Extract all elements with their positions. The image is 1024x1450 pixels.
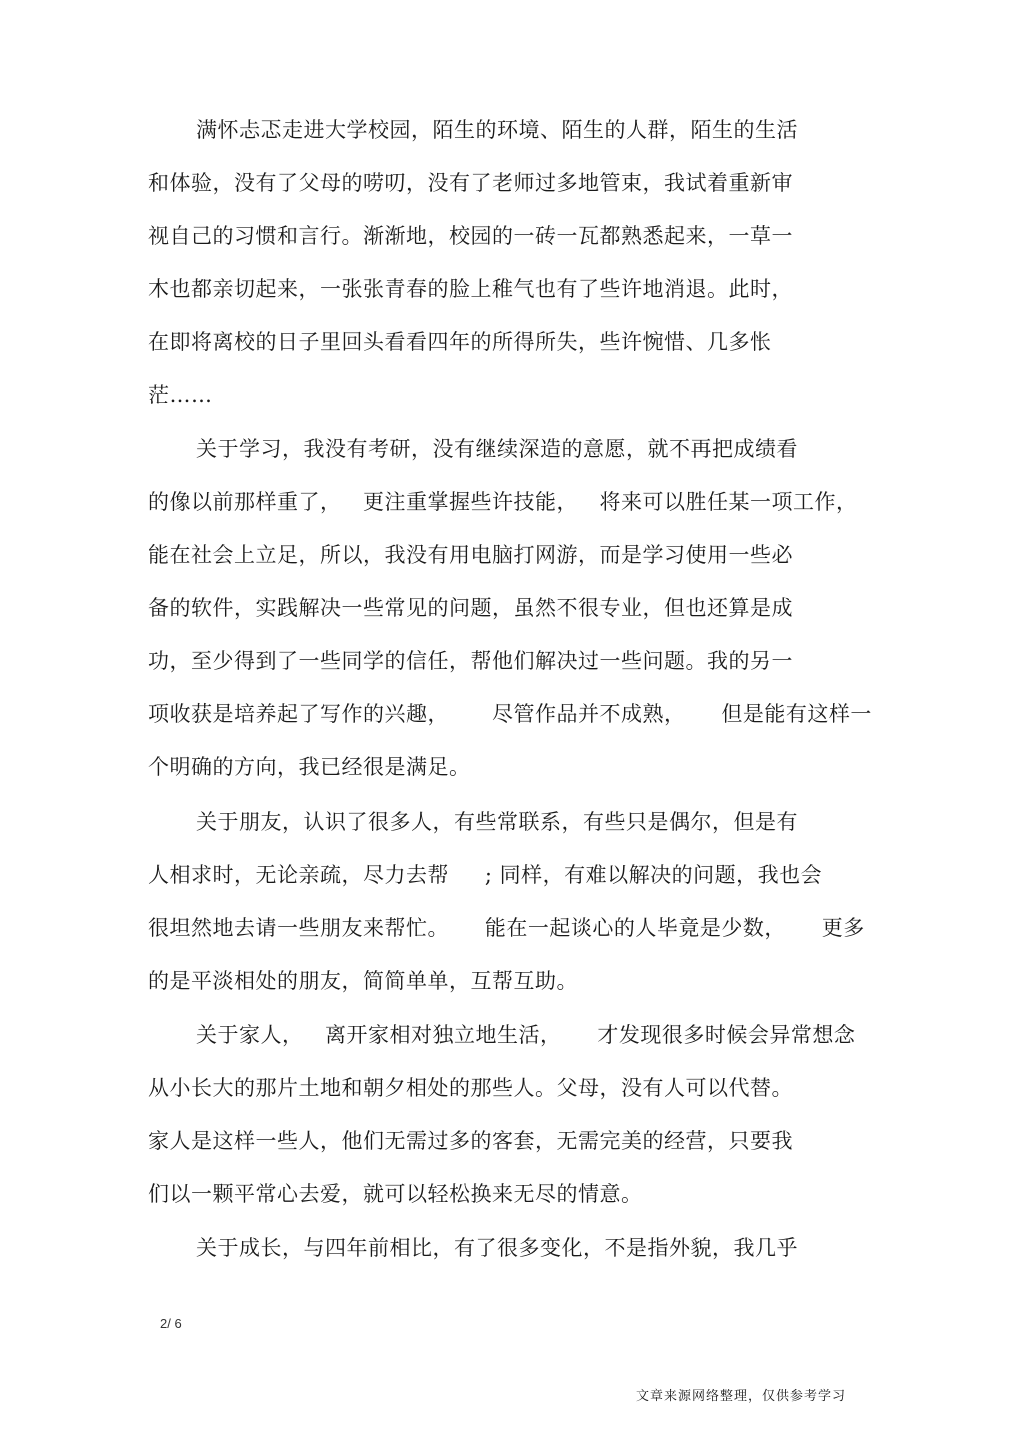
paragraph-2-line-5: 功，至少得到了一些同学的信任，帮他们解决过一些问题。我的另一	[148, 649, 793, 673]
paragraph-2-line-4: 备的软件，实践解决一些常见的问题，虽然不很专业，但也还算是成	[148, 596, 793, 620]
paragraph-3-line-2: 人相求时，无论亲疏，尽力去帮 ; 同样，有难以解决的问题，我也会	[148, 863, 823, 887]
paragraph-3-line-1: 关于朋友，认识了很多人，有些常联系，有些只是偶尔，但是有	[196, 810, 798, 834]
paragraph-4-line-4: 们以一颗平常心去爱，就可以轻松换来无尽的情意。	[148, 1182, 643, 1206]
paragraph-3-line-4: 的是平淡相处的朋友，简简单单，互帮互助。	[148, 969, 578, 993]
paragraph-4-line-2: 从小长大的那片土地和朝夕相处的那些人。父母，没有人可以代替。	[148, 1076, 793, 1100]
paragraph-1-line-2: 和体验，没有了父母的唠叨，没有了老师过多地管束，我试着重新审	[148, 171, 793, 195]
paragraph-2-line-1: 关于学习，我没有考研，没有继续深造的意愿，就不再把成绩看	[196, 437, 798, 461]
page-number: 2/ 6	[160, 1316, 182, 1331]
paragraph-2-line-3: 能在社会上立足，所以，我没有用电脑打网游，而是学习使用一些必	[148, 543, 793, 567]
paragraph-2-line-7: 个明确的方向，我已经很是满足。	[148, 755, 471, 779]
paragraph-3-line-3: 很坦然地去请一些朋友来帮忙。 能在一起谈心的人毕竟是少数， 更多	[148, 916, 865, 940]
paragraph-1-line-4: 木也都亲切起来，一张张青春的脸上稚气也有了些许地消退。此时，	[148, 277, 793, 301]
paragraph-4-line-1: 关于家人， 离开家相对独立地生活， 才发现很多时候会异常想念	[196, 1023, 856, 1047]
paragraph-1-line-6: 茫……	[148, 383, 213, 407]
paragraph-2-line-6: 项收获是培养起了写作的兴趣， 尽管作品并不成熟， 但是能有这样一	[148, 702, 872, 726]
paragraph-1-line-3: 视自己的习惯和言行。渐渐地，校园的一砖一瓦都熟悉起来，一草一	[148, 224, 793, 248]
source-note: 文章来源网络整理，仅供参考学习	[636, 1389, 847, 1404]
paragraph-1-line-1: 满怀忐忑走进大学校园，陌生的环境、陌生的人群，陌生的生活	[196, 118, 798, 142]
paragraph-1-line-5: 在即将离校的日子里回头看看四年的所得所失，些许惋惜、几多怅	[148, 330, 772, 354]
paragraph-4-line-3: 家人是这样一些人，他们无需过多的客套，无需完美的经营，只要我	[148, 1129, 793, 1153]
paragraph-2-line-2: 的像以前那样重了， 更注重掌握些许技能， 将来可以胜任某一项工作，	[148, 490, 858, 514]
paragraph-5-line-1: 关于成长，与四年前相比，有了很多变化，不是指外貌，我几乎	[196, 1236, 798, 1260]
